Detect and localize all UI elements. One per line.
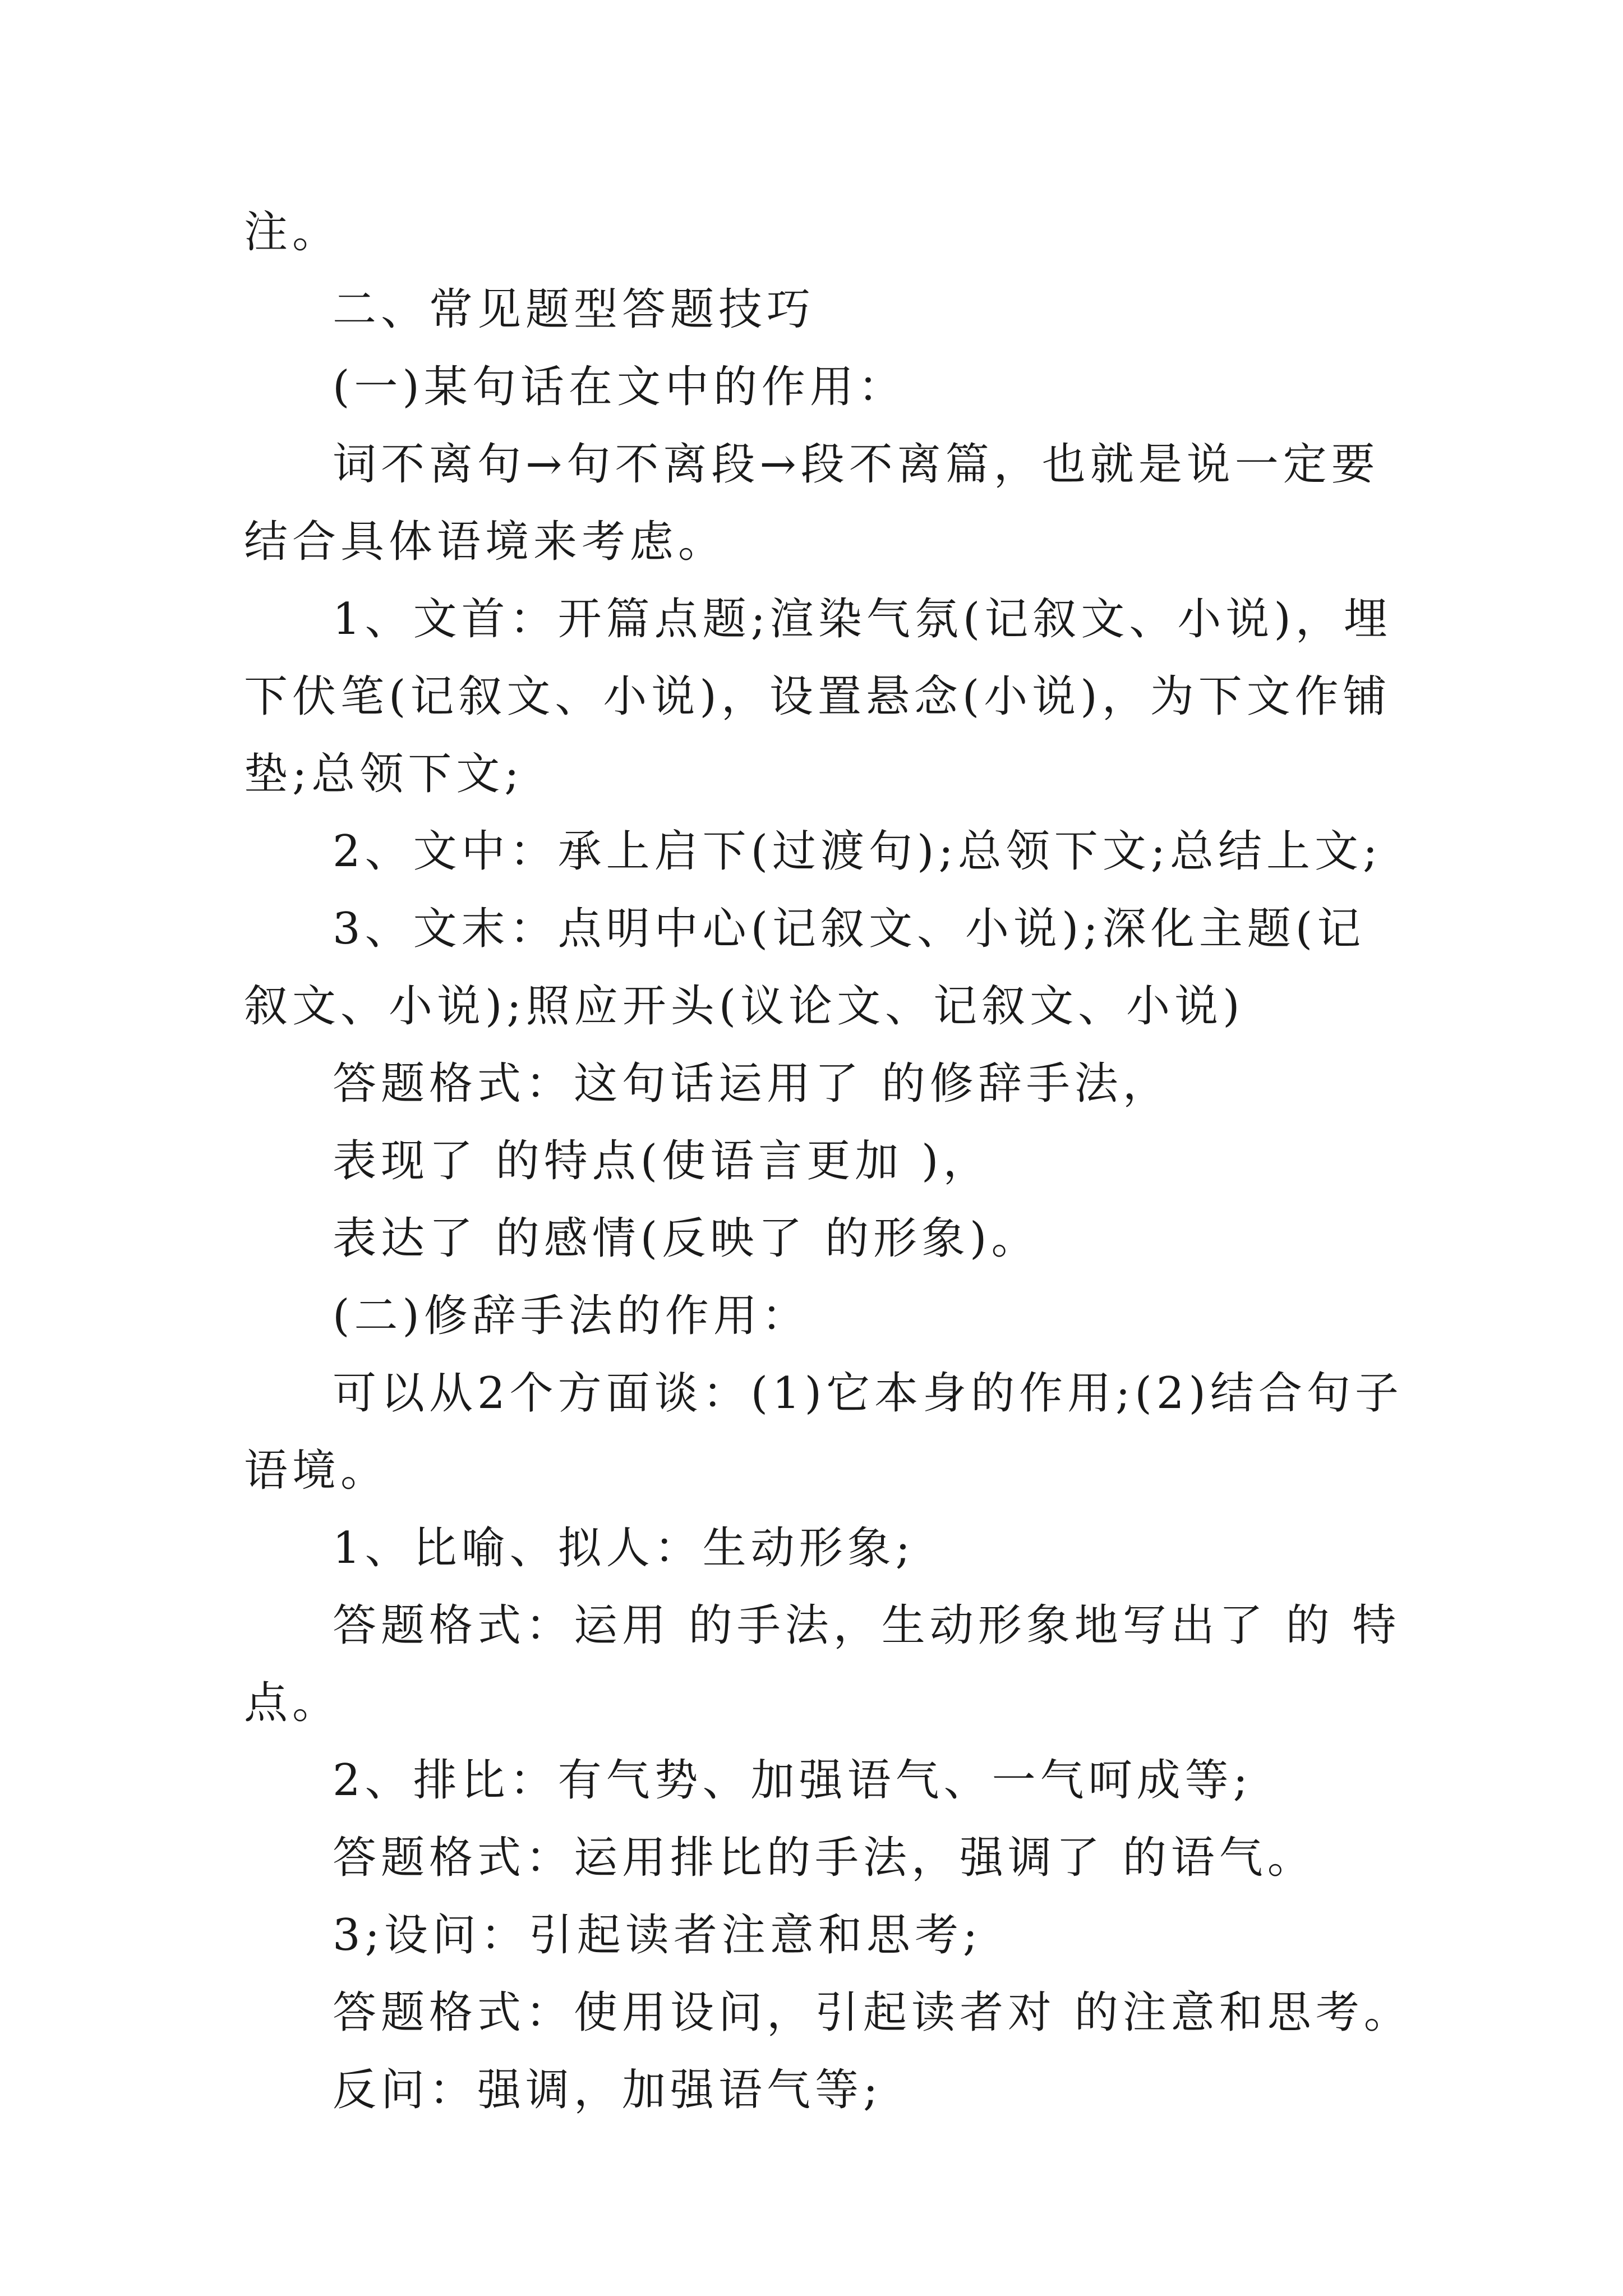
list-item: 3、文末：点明中心(记叙文、小说);深化主题(记叙文、小说);照应开头(议论文、记叙文、小说) <box>244 904 1366 1032</box>
document-body <box>244 194 1413 2129</box>
answer-format-line: 表现了 的特点(使语言更加 )， <box>333 1136 992 1186</box>
answer-format-line: 答题格式：运用 的手法，生动形象地写出了 的 特点。 <box>244 1600 1401 1728</box>
subsection-heading: (一)某句话在文中的作用： <box>333 362 906 412</box>
list-item: 3;设问：引起读者注意和思考; <box>333 1910 983 1961</box>
paragraph: 可以从2个方面谈：(1)它本身的作用;(2)结合句子语境。 <box>244 1368 1403 1496</box>
list-item: 2、文中：承上启下(过渡句);总领下文;总结上文; <box>333 826 1382 877</box>
section-heading: 二、常见题型答题技巧 <box>333 284 815 335</box>
answer-format-line: 答题格式：这句话运用了 的修辞手法， <box>333 1059 1171 1109</box>
list-item: 2、排比：有气势、加强语气、一气呵成等; <box>333 1755 1252 1806</box>
answer-format-line: 答题格式：运用排比的手法，强调了 的语气。 <box>333 1833 1316 1883</box>
list-item: 1、文首：开篇点题;渲染气氛(记叙文、小说)，埋下伏笔(记叙文、小说)，设置悬念(小说)，为下文作铺垫;总领下文; <box>244 594 1392 799</box>
answer-format-line: 答题格式：使用设问，引起读者对 的注意和思考。 <box>333 1987 1412 2038</box>
list-item: 反问：强调，加强语气等; <box>333 2065 883 2115</box>
paragraph: 词不离句→句不离段→段不离篇，也就是说一定要结合具体语境来考虑。 <box>244 439 1380 567</box>
answer-format-line: 表达了 的感情(反映了 的形象)。 <box>333 1213 1040 1264</box>
list-item: 1、比喻、拟人：生动形象; <box>333 1523 915 1573</box>
paragraph-continuation: 注。 <box>244 207 341 257</box>
subsection-heading: (二)修辞手法的作用： <box>333 1291 810 1341</box>
